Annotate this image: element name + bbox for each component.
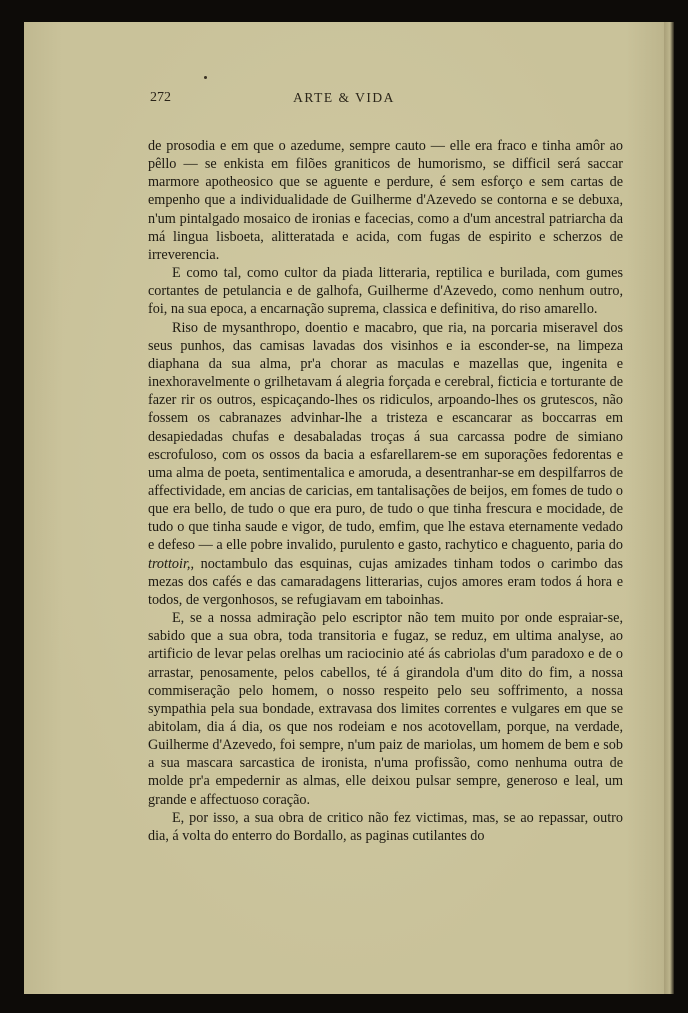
running-head	[24, 90, 664, 110]
paragraph-text-after: , noctambulo das esquinas, cujas amizades tinham todos o carimbo das mezas dos cafés e das camaradagens litterarias, cujos amores eram todos á hora e todos, de vergonhosos, se refugiavam em taboinhas.	[148, 555, 623, 608]
paragraph: de prosodia e em que o azedume, sempre cauto — elle era fraco e tinha amôr ao pêllo — se enkista em filões graniticos de humorismo, se difficil será saccar marmore apotheosico que se aguente e perdure, é sem esforço e sem cartas de empenho que a individualidade de Guilherme d'Azevedo se contorna e se debuxa, n'um pintalgado mosaico de ironias e facecias, como a d'um ancestral patriarcha da má lingua lisboeta, alitteratada e acida, com fugas de espirito e scherzos de irreverencia.	[148, 138, 623, 263]
next-page-edge	[664, 22, 674, 994]
page-number: 272	[150, 90, 171, 105]
paragraph	[148, 319, 623, 610]
paragraph: E, por isso, a sua obra de critico não fez victimas, mas, se ao repassar, outro dia, á volta do enterro do Bordallo, as paginas cutilantes do	[148, 809, 623, 844]
running-title: ARTE & VIDA	[293, 90, 395, 105]
ink-speck	[204, 76, 207, 79]
paragraph-text-before: Riso de mysanthropo, doentio e macabro, que ria, na porcaria miseravel dos seus punhos, das camisas lavadas dos visinhos e ia esconder-se, na limpeza diaphana da sua alma, pr'a chorar as maculas e mazellas que, ingenita e inexhoravelmente o grilhetavam á alegria forçada e cerebral, ficticia e torturante de fazer rir os outros, espicaçando-lhes os ridiculos, arpoando-lhes os grutescos, não fossem os cabranazes advinhar-lhe a tristeza e escancarar as boccarras em desapiedadas chufas e desabaladas troças á sua carcassa podre de simiano escrofuloso, com os ossos da bacia a esfarellarem-se em suporações fedorentas e uma alma de poeta, sentimentalica e amoruda, a desentranhar-se em despilfarros de affectividade, em ancias de caricias, em tantalisações de beijos, em fomes de tudo o que era bello, de tudo o que era puro, de tudo o que tinha frescura e mocidade, de tudo o que tinha saude e vigor, de tudo, emfim, que lhe estava eternamente vedado e defeso — a elle pobre invalido, purulento e gasto, rachytico e chaguento, paria do	[148, 319, 623, 554]
body-text	[148, 137, 623, 845]
paragraph: E, se a nossa admiração pelo escriptor não tem muito por onde espraiar-se, sabido que a sua obra, toda transitoria e fugaz, se reduz, em ultima analyse, ao artificio de levar pelas orelhas um raciocinio até ás cabriolas d'um paradoxo e de o arrastar, penosamente, pelos cabellos, té á girandola d'um dito do fim, a nossa commiseração pelo homem, o nosso respeito pelo seu soffrimento, a nossa sympathia pela sua bondade, extravasa dos limites correntes e vulgares em que se abitolam, dia á dia, os que nos rodeiam e nos acotovellam, porque, na verdade, Guilherme d'Azevedo, foi sempre, n'um paiz de mariolas, um homem de bem e sob a sua mascara sarcastica de ironista, n'uma profissão, como nenhuma outra de molde pr'a empedernir as almas, elle deixou pulsar sempre, generoso e leal, um grande e affectuoso coração.	[148, 610, 623, 808]
italic-word: trottoir,	[148, 555, 191, 572]
book-page	[24, 22, 664, 994]
paragraph: E como tal, como cultor da piada litteraria, reptilica e burilada, com gumes cortantes de petulancia e de galhofa, Guilherme d'Azevedo, como nenhum outro, foi, na sua epoca, a encarnação suprema, classica e definitiva, do riso amarello.	[148, 265, 623, 318]
